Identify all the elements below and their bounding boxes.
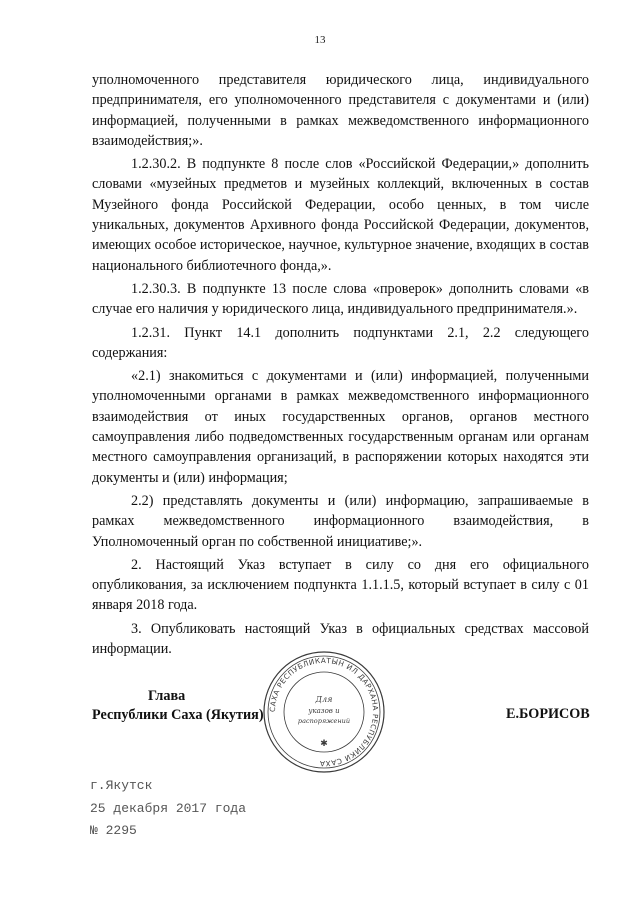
- paragraph: 1.2.31. Пункт 14.1 дополнить подпунктами 2.1, 2.2 следующего содержания:: [92, 324, 589, 361]
- paragraph: уполномоченного представителя юридического лица, индивидуального предпринимателя, его уполномоченного представителя с документами и (или) информацией, полученными в рамках межведомственного информационного взаимодействия;».: [92, 72, 589, 149]
- body-text: [92, 70, 589, 662]
- seal-inner-text-2: указов и: [308, 707, 340, 715]
- signatory-name: Е.БОРИСОВ: [506, 706, 590, 722]
- paragraph: 1.2.30.3. В подпункте 13 после слова «проверок» дополнить словами «в случае его наличия у юридического лица, индивидуального предпринимателя.».: [92, 280, 589, 318]
- seal-inner-text-3: распоряжений: [297, 717, 351, 725]
- seal-star-icon: ✱: [320, 739, 328, 749]
- page-number: 13: [314, 34, 326, 46]
- seal-outer-text: САХА РЕСПУБЛИКАТЫН ИЛ ДАРХАНА РЕСПУБЛИКИ САХА: [267, 655, 381, 769]
- issuance-number: № 2295: [90, 823, 137, 838]
- signatory-block: [92, 687, 292, 725]
- signatory-organization: Республики Саха (Якутия): [92, 707, 264, 723]
- paragraph: 2.2) представлять документы и (или) информацию, запрашиваемые в рамках межведомственного информационного взаимодействия, в Уполномоченный орган по собственной инициативе;».: [92, 492, 589, 550]
- paragraph: 1.2.30.2. В подпункте 8 после слов «Российской Федерации,» дополнить словами «музейных предметов и музейных коллекций, включенных в состав Музейного фонда Российской Федерации, особо ценных, в том числе уникальных, документов Архивного фонда Российской Федерации, документов, имеющих особое историческое, научное, культурное значение, входящих в состав национального библиотечного фонда,».: [92, 156, 589, 274]
- issuance-place: г.Якутск: [90, 778, 153, 793]
- paragraph: «2.1) знакомиться с документами и (или) информацией, полученными уполномоченными органами в рамках межведомственного информационного взаимодействия от иных государственных органов, органов местного самоуправления либо подведомственных государственным органам или органам местного самоуправления организаций, в распоряжении которых находятся эти документы и (или) информация;: [92, 368, 589, 486]
- issuance-details: [90, 775, 246, 843]
- paragraph: 3. Опубликовать настоящий Указ в официальных средствах массовой информации.: [92, 620, 589, 658]
- signatory-title: Глава: [148, 688, 186, 704]
- issuance-date: 25 декабря 2017 года: [90, 800, 247, 816]
- seal-inner-text-1: Для: [315, 695, 333, 704]
- paragraph: 2. Настоящий Указ вступает в силу со дня его официального опубликования, за исключением подпункта 1.1.1.5, который вступает в силу с 01 января 2018 года.: [92, 556, 589, 614]
